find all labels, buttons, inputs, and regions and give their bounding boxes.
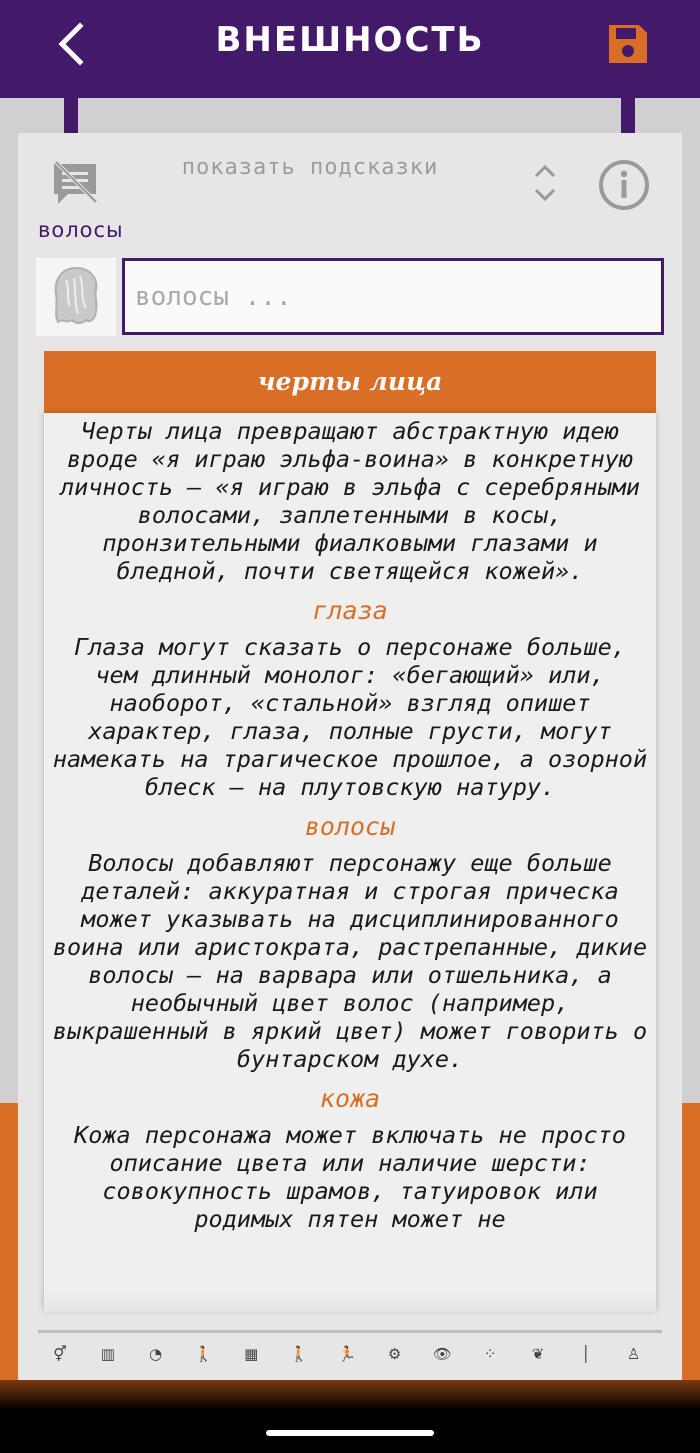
dots-icon[interactable]: ⁘ — [483, 1345, 497, 1363]
content-fade — [44, 1290, 656, 1312]
gender-icon[interactable]: ⚥ — [53, 1345, 67, 1363]
hints-off-icon — [50, 158, 102, 210]
cycle-icon[interactable]: ⚙ — [387, 1345, 402, 1363]
save-button[interactable] — [606, 22, 650, 66]
info-button[interactable] — [598, 159, 650, 211]
gauge-icon[interactable]: ◔ — [149, 1345, 163, 1363]
walk-icon[interactable]: 🚶 — [289, 1345, 309, 1363]
height-icon[interactable]: ▥ — [100, 1345, 115, 1363]
section-header[interactable]: черты лица — [44, 351, 656, 413]
home-indicator[interactable] — [266, 1430, 434, 1436]
hair-category-icon-box — [36, 258, 116, 336]
hair-icon[interactable]: ❦ — [531, 1345, 545, 1363]
sort-button[interactable] — [530, 160, 560, 206]
line-icon[interactable]: │ — [581, 1345, 591, 1363]
toolbar-divider — [38, 1330, 662, 1333]
subsection-text: Глаза могут сказать о персонаже больше, чем длинный монолог: «бегающий» или, наоборот, «стальной» взгляд опишет характер, глаза, полные грусти, могут намекать на трагическое прошлое, а озорной блеск – на плутовскую натуру. — [52, 633, 648, 801]
show-hints-link[interactable]: показать подсказки — [181, 155, 439, 180]
section-content[interactable] — [44, 413, 656, 1310]
grid-icon[interactable]: ▦ — [244, 1345, 259, 1363]
subsection-heading: кожа — [319, 1084, 381, 1113]
subsection-text: Кожа персонажа может включать не просто описание цвета или наличие шерсти: совокупность шрамов, татуировок или родимых пятен может не — [74, 1121, 626, 1233]
floppy-disk-icon — [606, 22, 650, 66]
hint-caption: волосы — [38, 218, 124, 242]
run-icon[interactable]: 🏃 — [337, 1345, 357, 1363]
info-icon — [598, 159, 650, 211]
subsection-heading: волосы — [304, 812, 396, 841]
subsection-heading: глаза — [312, 596, 388, 625]
hints-toggle-button[interactable] — [50, 158, 102, 210]
search-input[interactable] — [122, 258, 664, 335]
panel-post-left — [64, 98, 78, 134]
category-toolbar — [38, 1336, 662, 1370]
up-down-chevron-icon — [530, 160, 560, 206]
figure-icon[interactable]: ♙ — [626, 1345, 641, 1363]
background-bottom — [0, 1380, 700, 1453]
top-bar — [0, 0, 700, 98]
body-type-icon[interactable]: 🚶 — [194, 1345, 213, 1363]
page-title: ВНЕШНОСТЬ — [215, 20, 485, 60]
eye-icon[interactable]: 👁 — [432, 1345, 452, 1363]
hair-icon — [36, 258, 116, 336]
subsection-text: Волосы добавляют персонажу еще больше деталей: аккуратная и строгая прическа может указывать на дисциплинированного воина или аристократа, растрепанные, дикие волосы – на варвара или отшельника, а необычный цвет волос (например, выкрашенный в яркий цвет) может говорить о бунтарском духе. — [52, 849, 648, 1073]
section-intro: Черты лица превращают абстрактную идею вроде «я играю эльфа-воина» в конкретную личность – «я играю в эльфа с серебряными волосами, заплетенными в косы, пронзительными фиалковыми глазами и бледной, почти светящейся кожей». — [59, 417, 641, 585]
panel-post-right — [621, 98, 635, 134]
